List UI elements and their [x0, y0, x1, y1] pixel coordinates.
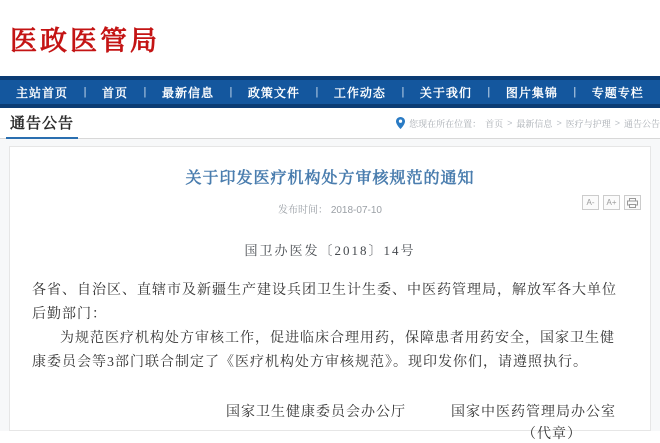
document-number: 国卫办医发〔2018〕14号: [244, 243, 416, 258]
nav-item-special-topics[interactable]: 专题专栏: [591, 85, 644, 100]
article-paragraph: 为规范医疗机构处方审核工作，促进临床合理用药，保障患者用药安全，国家卫生健康委员会等3部门联合制定了《医疗机构处方审核规范》。现印发你们，请遵照执行。: [32, 331, 615, 370]
nav-separator: |: [143, 86, 147, 98]
nav-separator: |: [573, 86, 577, 98]
nav-item-latest-info[interactable]: 最新信息: [161, 85, 214, 100]
site-header: [0, 0, 660, 76]
breadcrumb-separator: >: [507, 118, 513, 128]
printer-icon: [627, 198, 638, 208]
breadcrumb-notices[interactable]: 通告公告: [623, 118, 660, 129]
publish-date: 2018-07-10: [330, 205, 382, 216]
article-body: [32, 279, 628, 375]
nav-separator: |: [487, 86, 491, 98]
nav-item-work-updates[interactable]: 工作动态: [333, 85, 386, 100]
breadcrumb-bar: [0, 108, 660, 139]
article-meta: [32, 201, 628, 216]
page-background: [0, 139, 660, 442]
publish-time-label: 发布时间：: [278, 205, 329, 216]
font-decrease-button[interactable]: A-: [582, 195, 599, 210]
signature-org-nhc: 国家卫生健康委员会办公厅: [226, 405, 406, 420]
nav-item-home[interactable]: 首页: [101, 85, 128, 100]
breadcrumb: [396, 117, 660, 130]
nav-item-about-us[interactable]: 关于我们: [419, 85, 472, 100]
nav-item-home-main[interactable]: 主站首页: [16, 85, 69, 100]
main-nav-items: [16, 84, 644, 101]
breadcrumb-separator: >: [614, 118, 620, 128]
breadcrumb-separator: >: [556, 118, 562, 128]
signature-gap: [406, 405, 451, 420]
nav-separator: |: [315, 86, 319, 98]
location-pin-icon: [396, 117, 405, 129]
font-increase-button[interactable]: A+: [603, 195, 620, 210]
signature-org-tcm: 国家中医药管理局办公室: [451, 405, 616, 420]
nav-separator: |: [83, 86, 87, 98]
main-nav: [0, 76, 660, 108]
article-card: [9, 146, 651, 442]
article-paragraph: 各省、自治区、直辖市及新疆生产建设兵团卫生计生委、中医药管理局，解放军各大单位后勤部门：: [32, 283, 617, 322]
nav-item-policy-docs[interactable]: 政策文件: [247, 85, 300, 100]
nav-item-photo-gallery[interactable]: 图片集锦: [505, 85, 558, 100]
site-logo: 医政医管局: [10, 25, 160, 56]
nav-separator: |: [401, 86, 405, 98]
breadcrumb-medical-care[interactable]: 医疗与护理: [565, 118, 611, 129]
print-button[interactable]: [624, 195, 641, 210]
breadcrumb-label: 您现在所在位置：: [409, 118, 482, 129]
signature-line: [32, 401, 628, 421]
section-title: 通告公告: [6, 108, 78, 139]
nav-separator: |: [229, 86, 233, 98]
signature-note: （代章）: [522, 427, 582, 442]
article-toolbar: [582, 195, 641, 210]
breadcrumb-latest-info[interactable]: 最新信息: [516, 118, 553, 129]
article-title: 关于印发医疗机构处方审核规范的通知: [185, 170, 475, 187]
breadcrumb-home[interactable]: 首页: [485, 118, 504, 129]
